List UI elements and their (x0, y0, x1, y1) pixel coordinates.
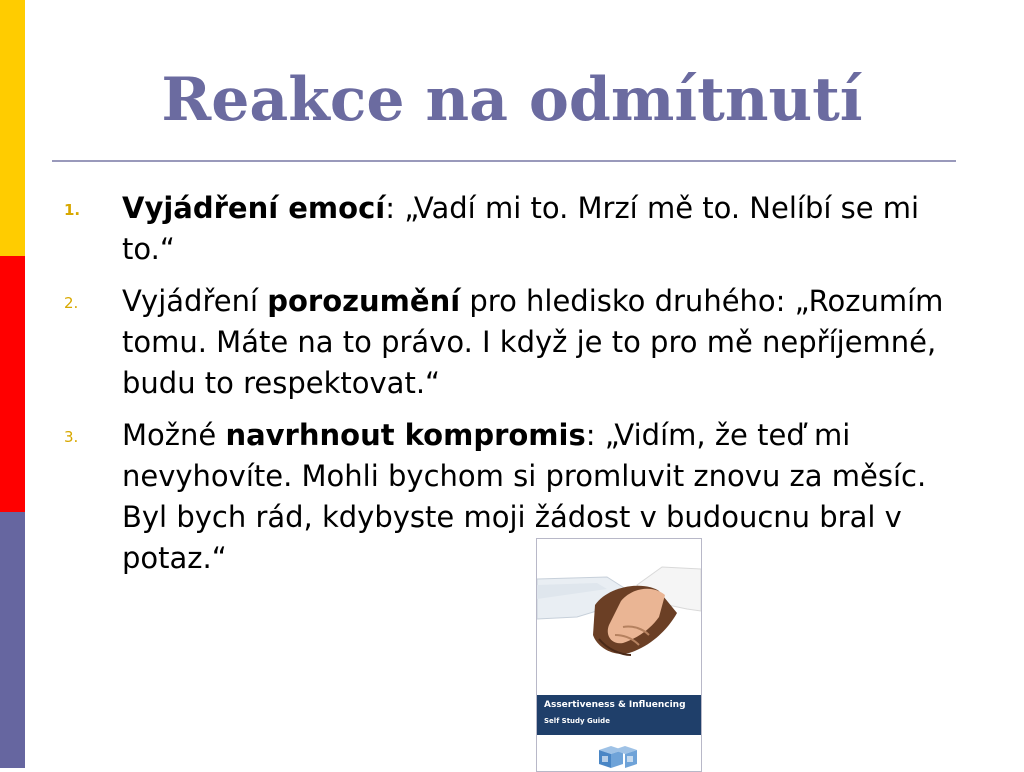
body-text: : „Vidím, že teď mi nevyhovíte. Mohli bychom si promluvit znovu za měsíc. Byl bych rád, kdybyste moji žádost v budoucnu bral v potaz.“ (122, 418, 927, 575)
accent-bar-purple (0, 512, 25, 768)
list-item-number: 3. (64, 428, 79, 446)
emphasis-text: navrhnout kompromis (225, 418, 586, 452)
handshake-illustration (537, 539, 701, 695)
emphasis-text: porozumění (267, 284, 461, 318)
abc-blocks-icon (597, 742, 639, 768)
body-text: pro hledisko druhého: „Rozumím tomu. Máte na to právo. I když je to pro mě nepříjemné, budu to respektovat.“ (122, 284, 944, 400)
list-item-text (122, 281, 965, 404)
list-item (60, 415, 965, 579)
accent-bar-red (0, 256, 25, 512)
cover-subtitle: Self Study Guide (544, 717, 610, 725)
list-item-text (122, 188, 965, 270)
cover-title-band (537, 695, 701, 735)
emphasis-text: Vyjádření emocí (122, 191, 386, 225)
list-item-number: 2. (64, 294, 79, 312)
slide-title: Reakce na odmítnutí (161, 65, 863, 135)
numbered-list (60, 188, 965, 590)
cover-title: Assertiveness & Influencing (544, 700, 686, 710)
body-text: Možné (122, 418, 226, 452)
title-divider (52, 160, 956, 162)
body-text: Vyjádření (122, 284, 268, 318)
body-text: : „Vadí mi to. Mrzí mě to. Nelíbí se mi to.“ (122, 191, 920, 266)
list-item (60, 188, 965, 270)
list-item (60, 281, 965, 404)
list-item-number: 1. (64, 201, 81, 219)
book-cover-image (536, 538, 702, 772)
accent-bar-yellow (0, 0, 25, 256)
